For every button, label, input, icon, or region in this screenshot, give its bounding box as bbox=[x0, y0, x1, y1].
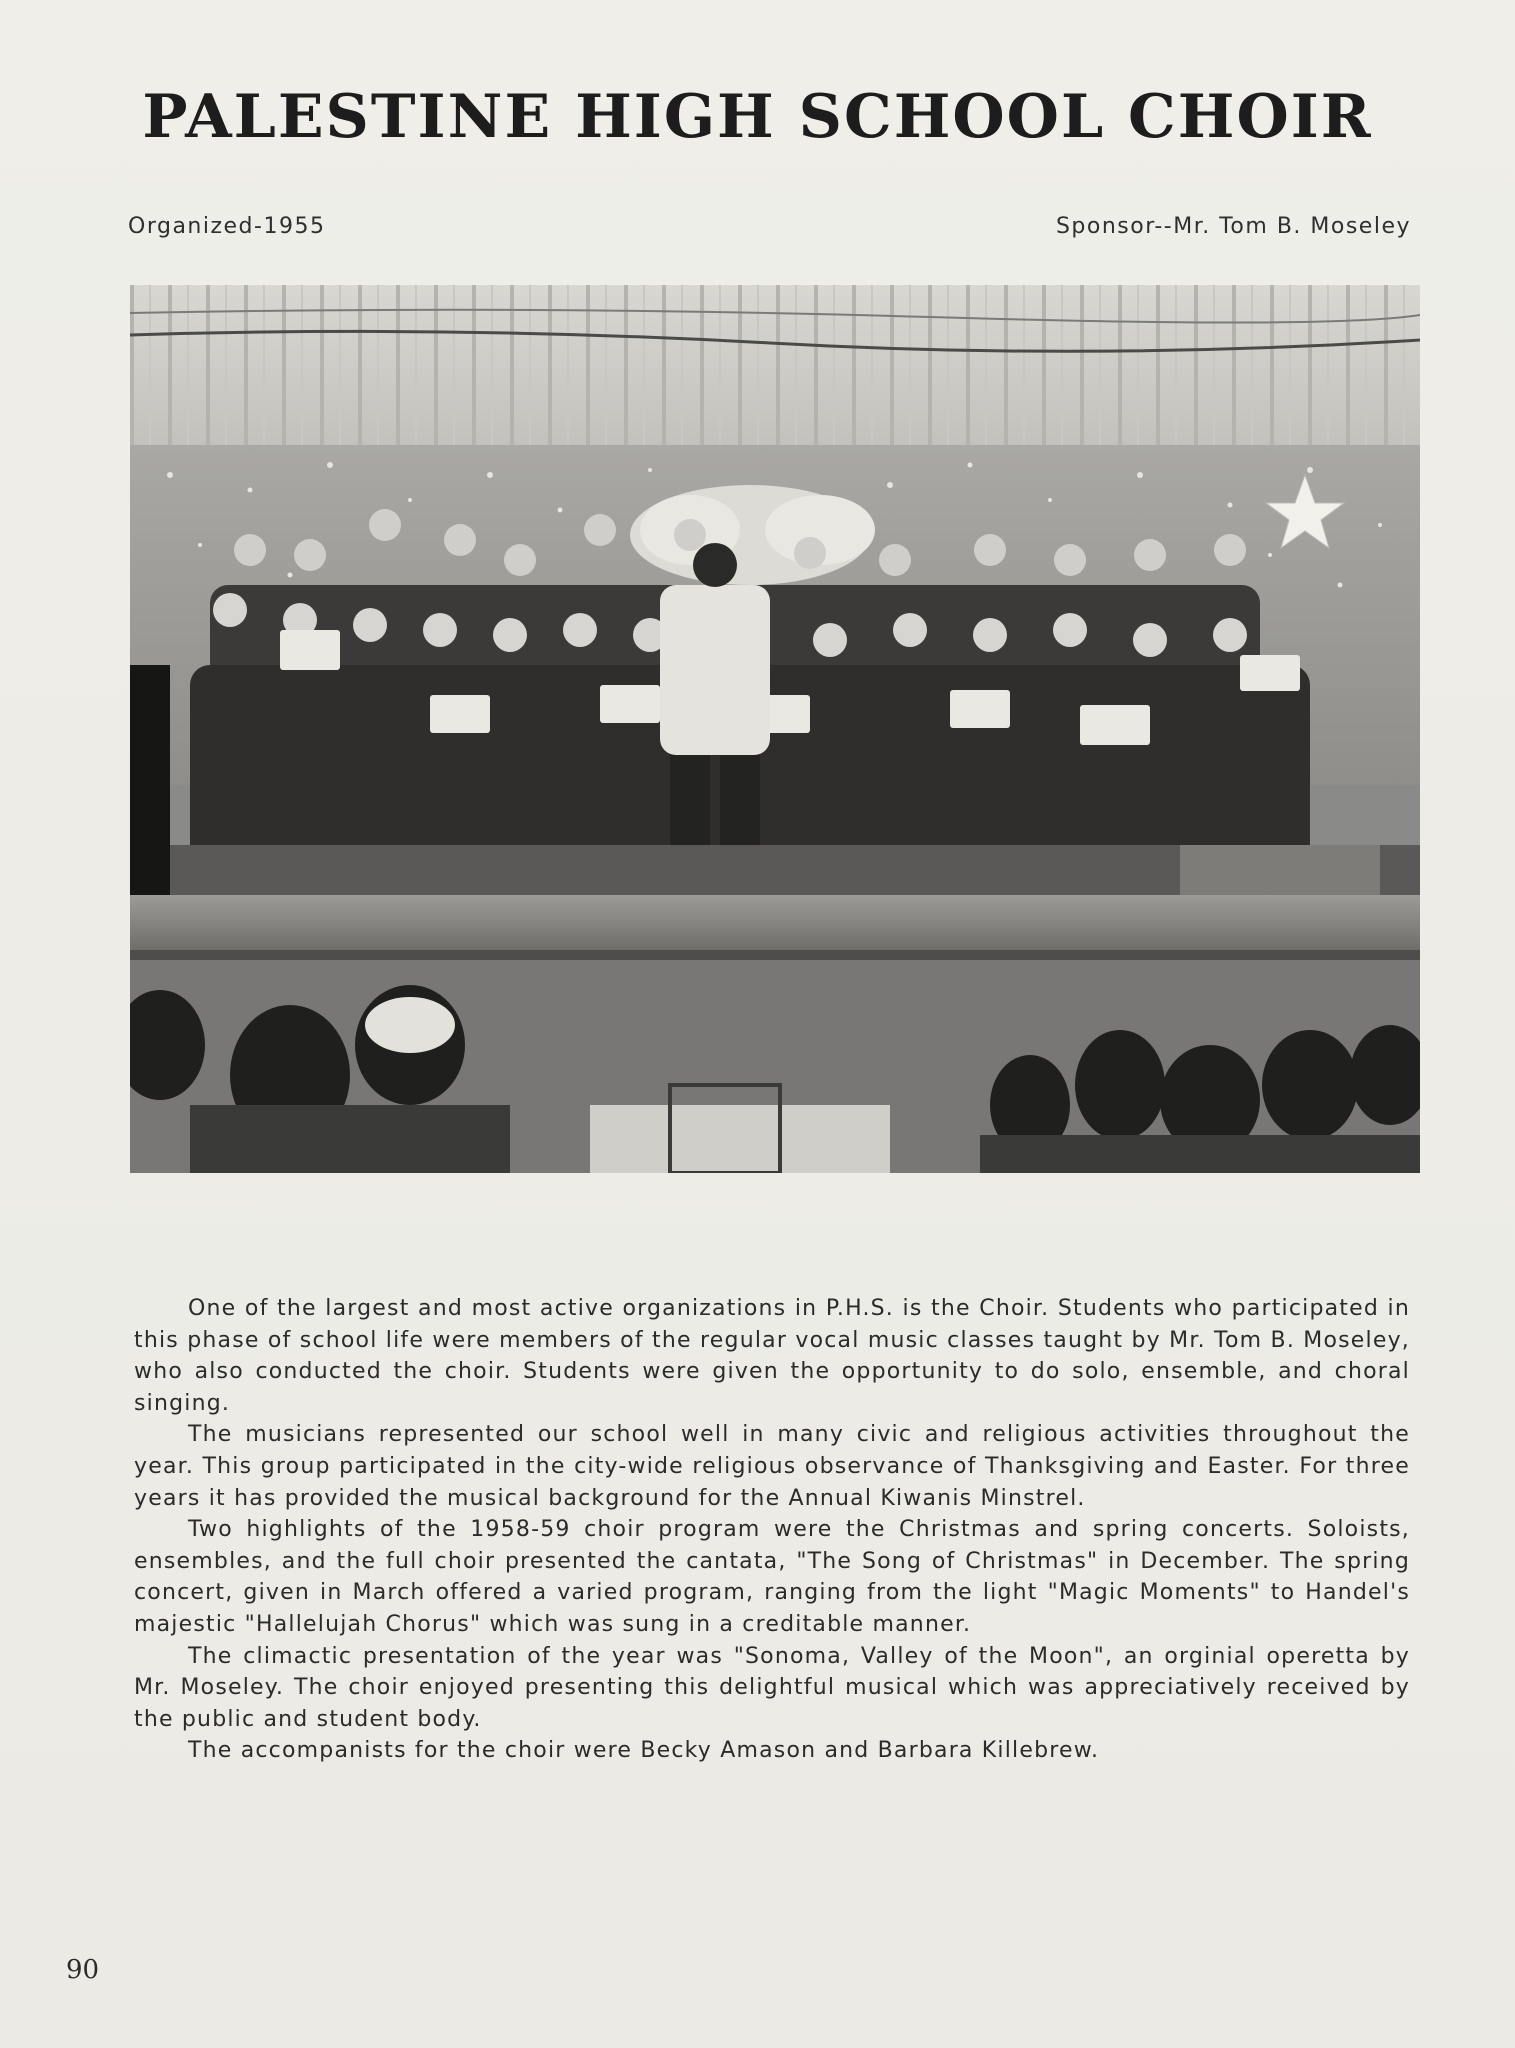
paragraph: The musicians represented our school well in many civic and religious activities throughout the year. This group participated in the city-wide religious observance of Thanksgiving and Easter. For three years it has provided the musical background for the Annual Kiwanis Minstrel. bbox=[134, 1422, 1410, 1511]
article-body bbox=[134, 1293, 1410, 1767]
choir-photo bbox=[130, 285, 1420, 1173]
organized-date: Organized-1955 bbox=[128, 214, 326, 239]
paragraph: One of the largest and most active organizations in P.H.S. is the Choir. Students who participated in this phase of school life were members of the regular vocal music classes taught by Mr. Tom B. Moseley, who also conducted the choir. Students were given the opportunity to do solo, ensemble, and choral singing. bbox=[134, 1296, 1410, 1416]
paragraph: Two highlights of the 1958-59 choir program were the Christmas and spring concerts. Soloists, ensembles, and the full choir presented the cantata, "The Song of Christmas" in December. The spring concert, given in March offered a varied program, ranging from the light "Magic Moments" to Handel's majestic "Hallelujah Chorus" which was sung in a creditable manner. bbox=[134, 1517, 1410, 1637]
page-title: PALESTINE HIGH SCHOOL CHOIR bbox=[142, 82, 1373, 152]
paragraph: The climactic presentation of the year was "Sonoma, Valley of the Moon", an orginial operetta by Mr. Moseley. The choir enjoyed presenting this delightful musical which was appreciatively received by the public and student body. bbox=[134, 1643, 1410, 1732]
front-podium bbox=[590, 1105, 890, 1173]
stage-floor bbox=[130, 895, 1420, 955]
choir-photo-illustration bbox=[130, 285, 1420, 1173]
page-number: 90 bbox=[66, 1955, 100, 1985]
conductor-figure bbox=[660, 585, 770, 755]
piano bbox=[130, 665, 170, 895]
stage-curtain bbox=[130, 285, 1420, 445]
paragraph: The accompanists for the choir were Becky Amason and Barbara Killebrew. bbox=[188, 1738, 1100, 1764]
sponsor-line: Sponsor--Mr. Tom B. Moseley bbox=[1055, 214, 1411, 239]
